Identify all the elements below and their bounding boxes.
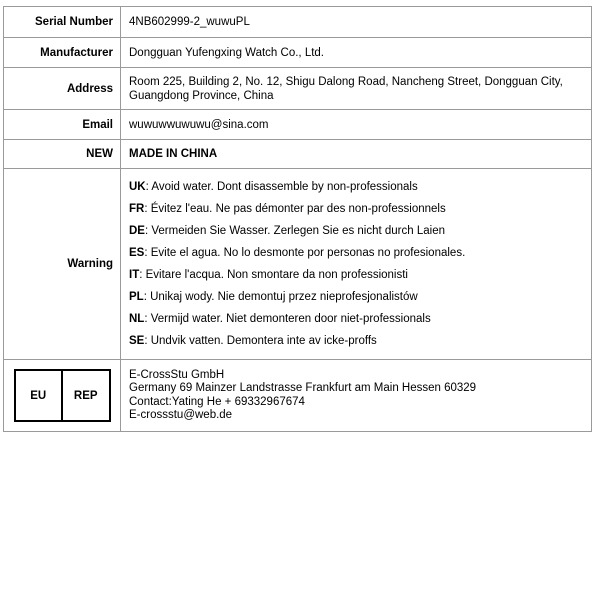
eu-rep-company: E-CrossStu GmbH xyxy=(129,368,225,381)
email-row xyxy=(4,110,592,140)
warning-text: : Avoid water. Dont disassemble by non-professionals xyxy=(145,181,418,193)
serial-row xyxy=(4,7,592,38)
address-row xyxy=(4,68,592,110)
eu-rep-badge-cell xyxy=(4,360,121,432)
address-value xyxy=(121,68,592,110)
warning-row xyxy=(4,169,592,360)
serial-label: Serial Number xyxy=(4,7,121,38)
eu-rep-address: Germany 69 Mainzer Landstrasse Frankfurt am Main Hessen 60329 xyxy=(129,382,477,394)
warning-lang-code: ES xyxy=(129,247,145,259)
eu-badge-text: EU xyxy=(30,389,47,402)
warning-item xyxy=(129,242,583,264)
manufacturer-row xyxy=(4,38,592,68)
warning-item xyxy=(129,308,583,330)
eu-rep-email: E-crossstu@web.de xyxy=(129,409,233,421)
warning-label: Warning xyxy=(4,169,121,360)
rep-badge-text: REP xyxy=(61,371,109,420)
email-value: wuwuwwuwuwu@sina.com xyxy=(121,110,592,140)
warning-text: : Evitare l'acqua. Non smontare da non professionisti xyxy=(139,269,408,281)
new-label: NEW xyxy=(4,140,121,169)
made-in-china-text: MADE IN CHINA xyxy=(121,140,592,169)
warning-list xyxy=(129,176,583,352)
product-label-table xyxy=(3,6,592,432)
manufacturer-value: Dongguan Yufengxing Watch Co., Ltd. xyxy=(121,38,592,68)
warning-lang-code: FR xyxy=(129,203,145,215)
eu-rep-row xyxy=(4,360,592,432)
address-line-2: City, Guangdong Province, China xyxy=(129,75,563,102)
warning-item xyxy=(129,220,583,242)
manufacturer-label: Manufacturer xyxy=(4,38,121,68)
warning-text: : Vermijd water. Niet demonteren door niet-professionals xyxy=(144,313,431,325)
warning-item xyxy=(129,264,583,286)
warning-item xyxy=(129,286,583,308)
origin-row xyxy=(4,140,592,169)
email-label: Email xyxy=(4,110,121,140)
warning-lang-code: SE xyxy=(129,335,145,347)
serial-value: 4NB602999-2_wuwuPL xyxy=(121,7,592,38)
warning-text: : Undvik vatten. Demontera inte av icke-proffs xyxy=(144,335,377,347)
warning-item xyxy=(129,198,583,220)
warning-text: : Vermeiden Sie Wasser. Zerlegen Sie es nicht durch Laien xyxy=(144,225,445,237)
eu-rep-contact: Contact:Yating He + 69332967674 xyxy=(129,395,305,408)
warning-lang-code: DE xyxy=(129,225,145,237)
warning-text: : Evite el agua. No lo desmonte por personas no profesionales. xyxy=(144,247,466,259)
warning-item xyxy=(129,330,583,352)
warning-lang-code: IT xyxy=(129,269,140,281)
warning-lang-code: PL xyxy=(129,291,144,303)
warning-text: : Évitez l'eau. Ne pas démonter par des non-professionnels xyxy=(144,203,446,215)
warning-lang-code: NL xyxy=(129,313,145,325)
address-line-1: Room 225, Building 2, No. 12, Shigu Dalong Road, Nancheng Street, Dongguan xyxy=(129,75,538,88)
warning-content xyxy=(121,169,592,360)
warning-text: : Unikaj wody. Nie demontuj przez nieprofesjonalistów xyxy=(143,291,418,303)
warning-lang-code: UK xyxy=(129,181,146,193)
address-label: Address xyxy=(4,68,121,110)
warning-item xyxy=(129,176,583,198)
eu-rep-badge xyxy=(14,369,111,422)
eu-rep-details xyxy=(121,360,592,432)
